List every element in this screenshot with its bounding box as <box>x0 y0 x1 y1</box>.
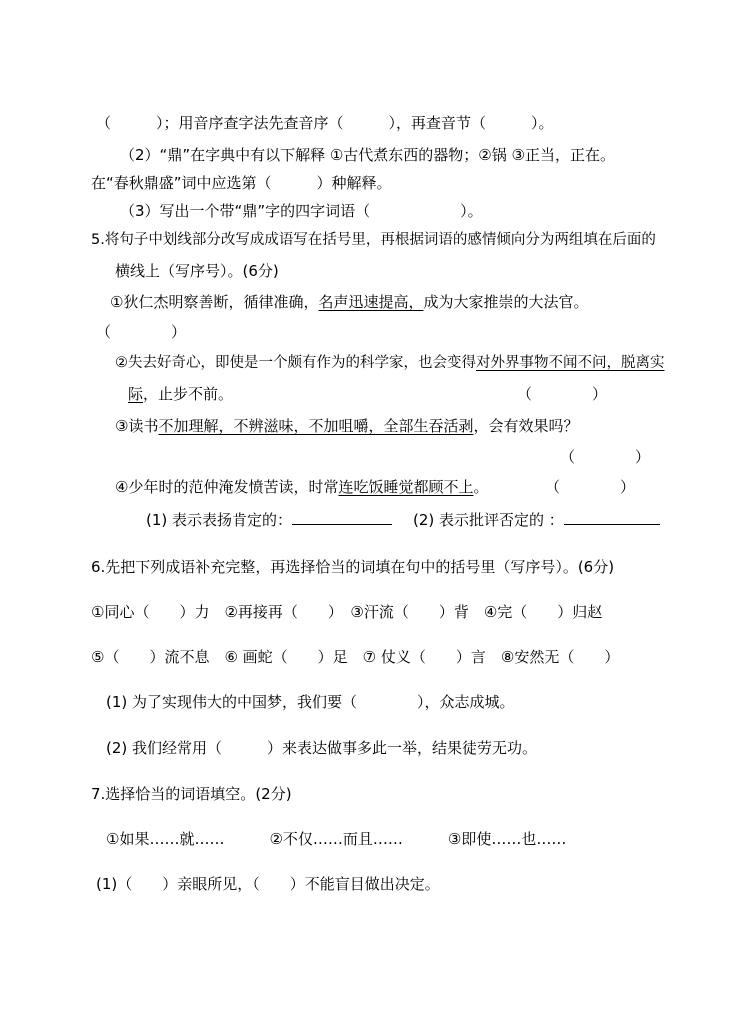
q6-idioms-row-1: ①同心（ ）力 ②再接再（ ） ③汗流（ ）背 ④完（ ）归赵 <box>91 603 603 621</box>
q5-sentence-2-underlined: 对外界事物不闻不问，脱离实 <box>476 355 665 371</box>
q5-sentence-2-pre: ②失去好奇心，即使是一个颇有作为的科学家，也会变得 <box>115 355 476 371</box>
q4-line-3: 在“春秋鼎盛”词中应选第（ ）种解释。 <box>91 174 392 192</box>
q5-group-criticism <box>413 510 660 530</box>
q5-title-1: 5.将句子中划线部分改写成成语写在括号里，再根据词语的感情倾向分为两组填在后面的 <box>91 232 656 248</box>
q4-line-4: （3）写出一个带“鼎”字的四字词语（ ）。 <box>120 202 483 220</box>
q5-sentence-1-underlined: 名声迅速提高， <box>318 293 424 311</box>
q5-answer-paren-1[interactable]: （ ） <box>96 323 187 341</box>
q7-title: 7.选择恰当的词语填空。(2分) <box>91 785 292 803</box>
q5-sentence-4-post: 。 <box>473 478 489 496</box>
q5-answer-paren-3[interactable]: （ ） <box>560 448 651 466</box>
q7-options: ①如果……就…… ②不仅……而且…… ③即使……也…… <box>106 830 567 848</box>
q5-sentence-1 <box>110 292 588 312</box>
q4-line-2: （2）“鼎”在字典中有以下解释 ①古代煮东西的器物；②锅 ③正当，正在。 <box>120 146 615 164</box>
q5-sentence-3 <box>115 416 578 436</box>
q5-answer-paren-4[interactable]: （ ） <box>545 478 636 496</box>
q6-sentence-2: (2) 我们经常用（ ）来表达做事多此一举，结果徒劳无功。 <box>106 739 538 757</box>
q5-title-2: 横线上（写序号）。(6分) <box>115 262 279 280</box>
q5-sentence-4-underlined: 连吃饭睡觉都顾不上 <box>338 478 474 496</box>
q6-sentence-1: (1) 为了实现伟大的中国梦，我们要（ ），众志成城。 <box>106 693 515 711</box>
q5-group-criticism-blank[interactable] <box>564 510 660 525</box>
q5-sentence-4-pre: ④少年时的范仲淹发愤苦读，时常 <box>115 478 339 496</box>
q5-sentence-2-post: ，止步不前。 <box>143 385 234 403</box>
q7-sentence-1: (1)（ ）亲眼所见，（ ）不能盲目做出决定。 <box>96 875 440 893</box>
q4-line-1: （ ）；用音序查字法先查音序（ ），再查音节（ ）。 <box>96 114 554 132</box>
q5-sentence-2-underlined-end: 际 <box>128 385 144 403</box>
q5-group-criticism-label: (2) 表示批评否定的 ： <box>413 511 564 529</box>
q5-sentence-3-post: ，会有效果吗？ <box>473 417 579 435</box>
q5-sentence-2 <box>115 353 665 373</box>
q5-group-praise <box>146 510 392 530</box>
q5-group-praise-blank[interactable] <box>292 510 392 525</box>
q5-sentence-2-cont <box>128 384 233 404</box>
q5-sentence-3-pre: ③读书 <box>115 417 159 435</box>
q5-sentence-1-pre: ①狄仁杰明察善断，循律准确， <box>110 293 319 311</box>
q5-sentence-4 <box>115 477 488 497</box>
q6-idioms-row-2: ⑤（ ）流不息 ⑥ 画蛇（ ）足 ⑦ 仗义（ ）言 ⑧安然无（ ） <box>91 648 620 666</box>
q5-group-praise-label: (1) 表示表扬肯定的： <box>146 511 293 529</box>
q5-answer-paren-2[interactable]: （ ） <box>517 385 608 403</box>
q5-sentence-3-underlined: 不加理解，不辨滋味，不加咀嚼，全部生吞活剥 <box>158 417 474 435</box>
q6-title: 6.先把下列成语补充完整，再选择恰当的词填在句中的括号里（写序号）。(6分) <box>91 558 615 576</box>
q5-sentence-1-post: 成为大家推崇的大法官。 <box>423 293 589 311</box>
